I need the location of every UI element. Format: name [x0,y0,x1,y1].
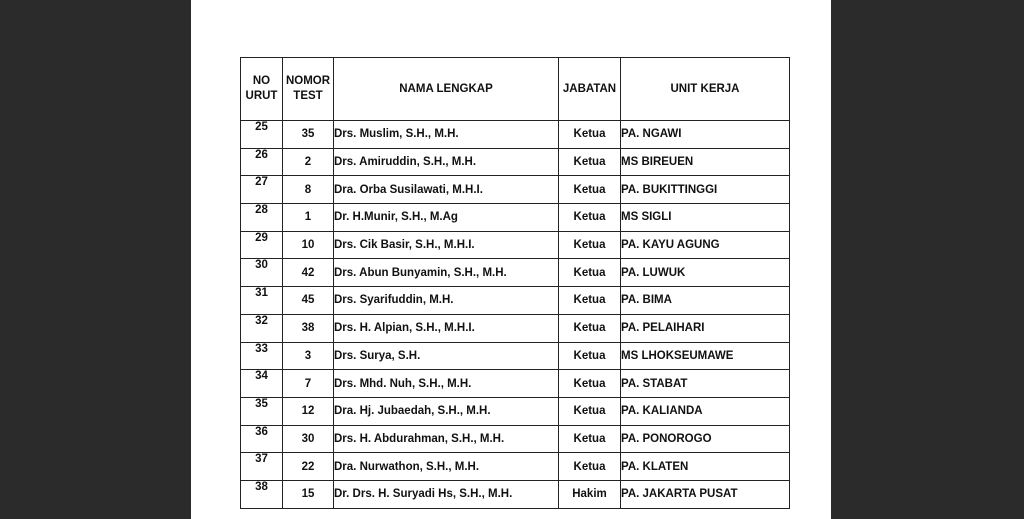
cell-nomor-test: 38 [283,314,334,342]
cell-nomor-test: 22 [283,453,334,481]
cell-nomor-test: 45 [283,287,334,315]
roster-body [241,121,790,509]
table-row [241,259,790,287]
cell-nama-lengkap: Drs. H. Abdurahman, S.H., M.H. [334,425,559,453]
cell-unit-kerja: PA. JAKARTA PUSAT [621,480,790,508]
cell-nomor-test: 3 [283,342,334,370]
cell-no-urut: 37 [241,453,283,481]
cell-jabatan: Ketua [559,176,621,204]
cell-no-urut: 31 [241,287,283,315]
cell-nama-lengkap: Drs. Syarifuddin, M.H. [334,287,559,315]
cell-nama-lengkap: Dr. Drs. H. Suryadi Hs, S.H., M.H. [334,480,559,508]
cell-jabatan: Ketua [559,425,621,453]
cell-nomor-test: 1 [283,204,334,232]
cell-unit-kerja: MS SIGLI [621,204,790,232]
cell-no-urut: 26 [241,148,283,176]
cell-nomor-test: 10 [283,231,334,259]
cell-nama-lengkap: Drs. Mhd. Nuh, S.H., M.H. [334,370,559,398]
cell-nama-lengkap: Drs. Surya, S.H. [334,342,559,370]
cell-jabatan: Ketua [559,342,621,370]
cell-unit-kerja: PA. KALIANDA [621,397,790,425]
cell-nama-lengkap: Dra. Nurwathon, S.H., M.H. [334,453,559,481]
cell-nama-lengkap: Drs. H. Alpian, S.H., M.H.I. [334,314,559,342]
cell-jabatan: Hakim [559,480,621,508]
cell-no-urut: 34 [241,370,283,398]
document-page [191,0,831,519]
header-no-urut: NO URUT [241,58,283,121]
cell-no-urut: 28 [241,204,283,232]
cell-unit-kerja: PA. BIMA [621,287,790,315]
cell-no-urut: 30 [241,259,283,287]
header-row [241,58,790,121]
table-row [241,176,790,204]
cell-unit-kerja: MS LHOKSEUMAWE [621,342,790,370]
cell-jabatan: Ketua [559,259,621,287]
roster-table [240,57,790,509]
cell-unit-kerja: PA. PONOROGO [621,425,790,453]
table-row [241,480,790,508]
cell-no-urut: 36 [241,425,283,453]
table-row [241,204,790,232]
cell-nomor-test: 30 [283,425,334,453]
cell-nomor-test: 35 [283,121,334,149]
cell-nama-lengkap: Drs. Amiruddin, S.H., M.H. [334,148,559,176]
cell-no-urut: 25 [241,121,283,149]
cell-unit-kerja: PA. PELAIHARI [621,314,790,342]
table-row [241,425,790,453]
table-row [241,370,790,398]
cell-unit-kerja: PA. BUKITTINGGI [621,176,790,204]
cell-nama-lengkap: Drs. Muslim, S.H., M.H. [334,121,559,149]
cell-no-urut: 35 [241,397,283,425]
cell-nomor-test: 12 [283,397,334,425]
cell-jabatan: Ketua [559,370,621,398]
cell-no-urut: 29 [241,231,283,259]
cell-no-urut: 27 [241,176,283,204]
table-row [241,453,790,481]
cell-no-urut: 38 [241,480,283,508]
cell-no-urut: 32 [241,314,283,342]
cell-nomor-test: 8 [283,176,334,204]
table-row [241,314,790,342]
header-jabatan: JABATAN [559,58,621,121]
table-row [241,287,790,315]
header-unit-kerja: UNIT KERJA [621,58,790,121]
cell-nama-lengkap: Dra. Hj. Jubaedah, S.H., M.H. [334,397,559,425]
cell-jabatan: Ketua [559,397,621,425]
cell-nomor-test: 2 [283,148,334,176]
cell-unit-kerja: PA. KLATEN [621,453,790,481]
cell-jabatan: Ketua [559,148,621,176]
cell-nama-lengkap: Drs. Abun Bunyamin, S.H., M.H. [334,259,559,287]
cell-unit-kerja: MS BIREUEN [621,148,790,176]
cell-jabatan: Ketua [559,121,621,149]
header-nomor-test: NOMOR TEST [283,58,334,121]
cell-nomor-test: 15 [283,480,334,508]
cell-nama-lengkap: Drs. Cik Basir, S.H., M.H.I. [334,231,559,259]
cell-no-urut: 33 [241,342,283,370]
table-row [241,121,790,149]
cell-unit-kerja: PA. LUWUK [621,259,790,287]
cell-unit-kerja: PA. KAYU AGUNG [621,231,790,259]
header-nama-lengkap: NAMA LENGKAP [334,58,559,121]
cell-unit-kerja: PA. NGAWI [621,121,790,149]
cell-nomor-test: 42 [283,259,334,287]
table-row [241,397,790,425]
cell-jabatan: Ketua [559,314,621,342]
cell-nama-lengkap: Dr. H.Munir, S.H., M.Ag [334,204,559,232]
table-row [241,148,790,176]
cell-nama-lengkap: Dra. Orba Susilawati, M.H.I. [334,176,559,204]
cell-jabatan: Ketua [559,453,621,481]
cell-jabatan: Ketua [559,287,621,315]
cell-nomor-test: 7 [283,370,334,398]
cell-jabatan: Ketua [559,231,621,259]
table-row [241,342,790,370]
cell-unit-kerja: PA. STABAT [621,370,790,398]
cell-jabatan: Ketua [559,204,621,232]
table-row [241,231,790,259]
